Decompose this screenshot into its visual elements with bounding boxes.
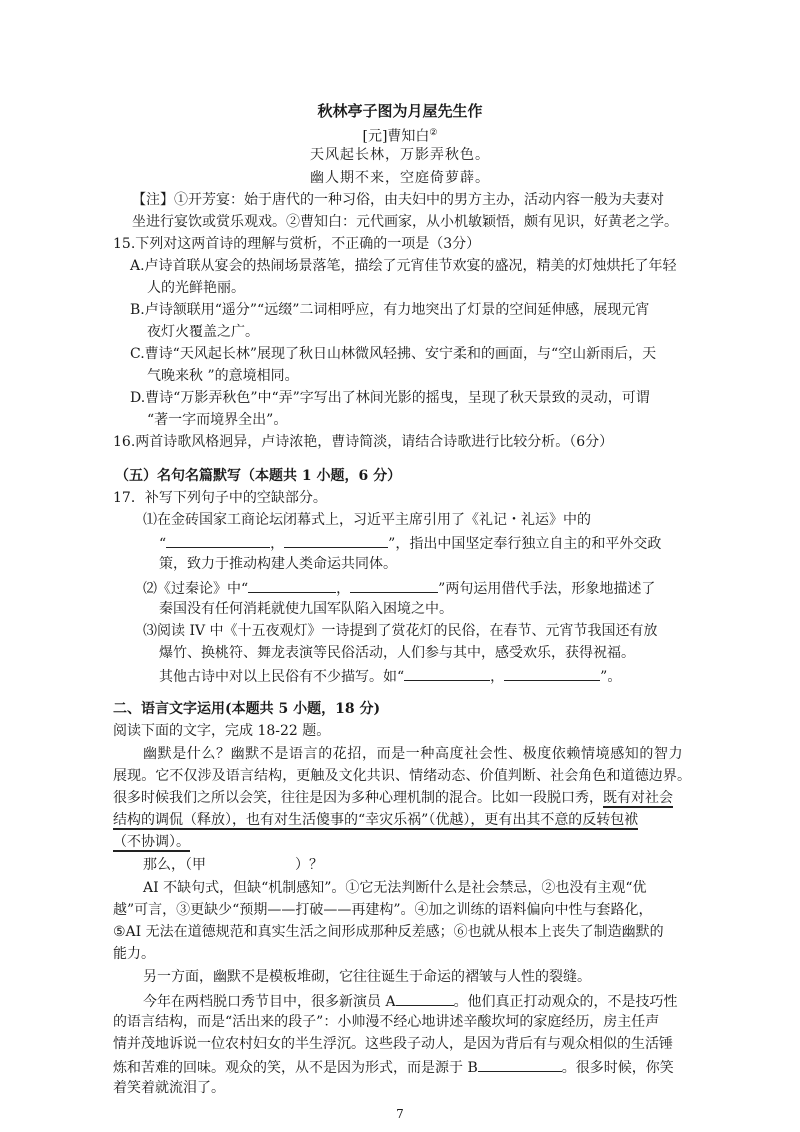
q17-item-1-line-2 [159, 532, 661, 554]
answer-blank[interactable] [248, 577, 336, 593]
passage-p4: 另一方面，幽默不是模板堆砌，它往往诞生于命运的褶皱与人性的裂缝。 [143, 969, 591, 985]
passage-p3-line-2: 越”可言，③更缺少“预期——打破——再建构”。④加之训练的语料偏向中性与套路化， [113, 902, 653, 918]
q15-option-a-line-2: 人的光鲜艳丽。 [147, 280, 245, 296]
passage-p3-line-1: AI 不缺句式，但缺“机制感知”。①它无法判断什么是社会禁忌，②也没有主观“优 [143, 880, 647, 896]
passage-p1-line-1: 幽默是什么？幽默不是语言的花招，而是一种高度社会性、极度依赖情境感知的智力 [143, 746, 684, 762]
passage-p5-line-1 [143, 990, 678, 1012]
passage-p5-line-3: 情并茂地诉说一位农村妇女的半生浮沉。这些段子动人，是因为背后有与观众相似的生活锤 [113, 1036, 673, 1052]
underlined-sentence: 结构的调侃（释放），也有对生活傻事的“幸灾乐祸”（优越），更有出其不意的反转包袱 [113, 812, 639, 828]
q17-item-2-line-2: 秦国没有任何消耗就使九国军队陷入困境之中。 [159, 601, 453, 617]
q15-option-a-line-1: A.卢诗首联从宴会的热闹场景落笔，描绘了元宵佳节欢宴的盛况，精美的灯烛烘托了年轻 [130, 258, 677, 274]
q17-stem: 17．补写下列句子中的空缺部分。 [113, 490, 327, 506]
page-number: 7 [396, 1107, 404, 1121]
comma: ， [336, 581, 351, 597]
passage-p5-line-4 [113, 1056, 674, 1078]
q15-stem: 15.下列对这两首诗的理解与赏析，不正确的一项是（3分） [113, 236, 481, 252]
poem-author-name: [元]曹知白 [362, 128, 430, 145]
passage-p1-line-4 [113, 810, 638, 830]
answer-blank[interactable] [284, 532, 388, 548]
passage-p5-line-4-tail: 。很多时候，你笑 [561, 1060, 674, 1076]
q15-option-c-line-2: 气晚来秋 ”的意境相同。 [147, 368, 299, 384]
answer-blank[interactable] [404, 665, 490, 681]
section-2-intro: 阅读下面的文字，完成 18-22 题。 [113, 723, 331, 739]
answer-blank[interactable] [166, 532, 270, 548]
q16-stem: 16.两首诗歌风格迥异，卢诗浓艳，曹诗简淡，请结合诗歌进行比较分析。（6分） [113, 434, 614, 450]
passage-p2: 那么，（甲 ）？ [143, 857, 324, 873]
q17-item-3-tail: ”。 [600, 669, 622, 685]
answer-blank[interactable] [350, 577, 438, 593]
q17-item-1-line-3: 策，致力于推动构建人类命运共同体。 [159, 556, 397, 572]
q17-item-2-tail: ”两句运用借代手法，形象地描述了 [438, 581, 656, 597]
passage-p5-line-2: 的语言结构，而是“活出来的段子”：小帅漫不经心地讲述辛酸坎坷的家庭经历，房主任声 [113, 1014, 660, 1030]
section-2-heading: 二、语言文字运用(本题共 5 小题，18 分) [113, 701, 381, 717]
passage-p1-line-3-text: 很多时候我们之所以会笑，往往是因为多种心理机制的混合。比如一段脱口秀， [113, 790, 603, 806]
poem-title: 秋林亭子图为月屋先生作 [317, 102, 483, 120]
q15-option-b-line-1: B.卢诗颔联用“遥分”“远缀”二词相呼应，有力地突出了灯景的空间延伸感，展现元宵 [130, 302, 650, 318]
poem-author [0, 123, 800, 147]
passage-p1-line-3 [113, 788, 673, 808]
comma: ， [490, 669, 505, 685]
note-line-2: 坐进行宴饮或赏乐观戏。②曹知白：元代画家，从小机敏颖悟，颇有见识，好黄老之学。 [132, 214, 678, 230]
answer-blank[interactable] [504, 665, 600, 681]
q17-item-1-line-2-tail: ”，指出中国坚定奉行独立自主的和平外交政 [388, 536, 662, 552]
poem-author-mark: ② [429, 128, 438, 138]
passage-p5-line-1-tail: 。他们真正打动观众的，不是技巧性 [453, 994, 678, 1010]
q17-item-1-line-1: ⑴在金砖国家工商论坛闭幕式上，习近平主席引用了《礼记・礼运》中的 [143, 512, 591, 528]
q15-option-c-line-1: C.曹诗“天风起长林”展现了秋日山林微风轻拂、安宁柔和的画面，与“空山新雨后，天 [130, 346, 657, 362]
q15-option-b-line-2: 夜灯火覆盖之广。 [147, 324, 259, 340]
passage-p3-line-4: 能力。 [113, 946, 155, 962]
quote-open: “ [159, 536, 167, 552]
blank-b[interactable] [478, 1056, 562, 1072]
q17-item-3-line-1: ⑶阅读 IV 中《十五夜观灯》一诗提到了赏花灯的民俗，在春节、元宵节我国还有放 [143, 623, 658, 639]
passage-p1-line-2: 展现。它不仅涉及语言结构，更触及文化共识、情绪动态、价值判断、社会角色和道德边界。 [113, 768, 692, 784]
passage-p5-line-4-head: 炼和苦难的回味。观众的笑，从不是因为形式，而是源于 B [113, 1060, 478, 1076]
passage-p5-line-5: 着笑着就流泪了。 [113, 1080, 225, 1096]
comma: ， [270, 536, 285, 552]
q17-item-3-head: 其他古诗中对以上民俗有不少描写。如“ [159, 669, 405, 685]
poem-line-1: 天风起长林，万影弄秋色。 [310, 147, 490, 163]
q15-option-d-line-1: D.曹诗“万影弄秋色”中“弄”字写出了林间光影的摇曳，呈现了秋天景致的灵动，可谓 [130, 390, 650, 406]
poem-line-2: 幽人期不来，空庭倚萝薜。 [310, 170, 490, 186]
passage-p3-line-3: ⑤AI 无法在道德规范和真实生活之间形成那种反差感；⑥也就从根本上丧失了制造幽默的 [113, 924, 664, 940]
q17-item-2-line-1 [143, 577, 655, 599]
q15-option-d-line-2: “著一字而境界全出”。 [147, 412, 288, 428]
q17-item-3-line-2: 爆竹、换桃符、舞龙表演等民俗活动，人们参与其中，感受欢乐，获得祝福。 [159, 645, 635, 661]
underlined-sentence-start: 既有对社会 [603, 790, 673, 806]
passage-p5-line-1-head: 今年在两档脱口秀节目中，很多新演员 A [143, 994, 396, 1010]
blank-a[interactable] [396, 990, 454, 1006]
q17-item-3-line-3 [159, 665, 621, 687]
q17-item-2-head: ⑵《过秦论》中“ [143, 581, 249, 597]
note-line-1: 【注】①开芳宴：始于唐代的一种习俗，由夫妇中的男方主办，活动内容一般为夫妻对 [132, 192, 664, 208]
underlined-sentence-end: （不协调）。 [113, 834, 190, 850]
passage-p1-line-5 [113, 832, 190, 852]
section-5-heading: （五）名句名篇默写（本题共 1 小题，6 分） [115, 468, 402, 484]
